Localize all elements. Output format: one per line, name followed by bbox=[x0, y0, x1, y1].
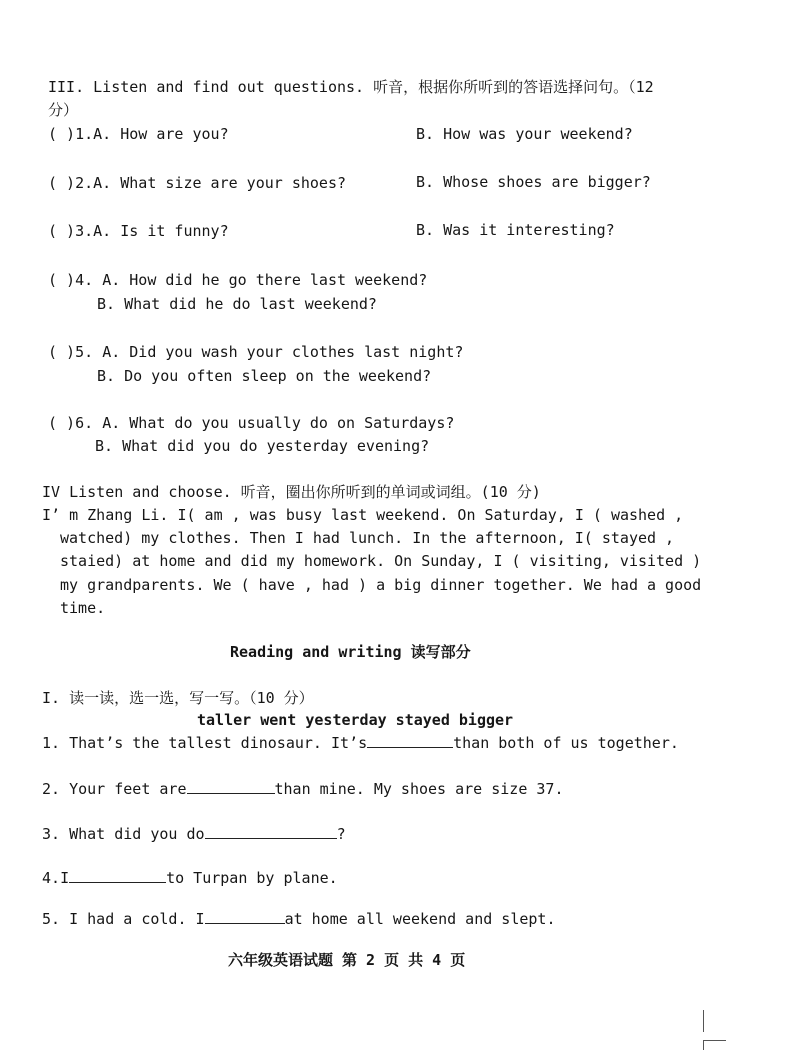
answer-blank[interactable] bbox=[187, 779, 275, 794]
sentence-end: than both of us together. bbox=[453, 734, 679, 752]
section3-heading-line1: III. Listen and find out questions. 听音，根据你所听到的答语选择问句。（12 bbox=[48, 78, 654, 96]
sentence-end: than mine. My shoes are size 37. bbox=[274, 780, 564, 798]
item-number: 1. bbox=[75, 125, 94, 143]
q3-item-5 bbox=[48, 342, 463, 362]
reading1-heading: I. 读一读，选一选，写一写。（10 分） bbox=[42, 689, 314, 707]
item-number: 4. bbox=[42, 869, 61, 887]
item-number: 5. bbox=[42, 910, 61, 928]
section4-heading: IV Listen and choose. 听音，圈出你所听到的单词或词组。(10 分) bbox=[42, 483, 541, 501]
option-a: A. What size are your shoes? bbox=[93, 174, 347, 192]
answer-bracket[interactable]: ( ) bbox=[48, 125, 76, 143]
section3-heading bbox=[48, 77, 654, 97]
section4-passage-line: I’ m Zhang Li. I( am , was busy last weekend. On Saturday, I ( washed , bbox=[42, 506, 684, 524]
fill-item-3 bbox=[42, 824, 346, 844]
item-number: 1. bbox=[42, 734, 61, 752]
part-title: Reading and writing 读写部分 bbox=[230, 643, 471, 661]
answer-bracket[interactable]: ( ) bbox=[48, 414, 76, 432]
item-number: 5. bbox=[75, 343, 94, 361]
sentence-end: ? bbox=[336, 825, 346, 843]
item-number: 4. bbox=[75, 271, 94, 289]
sentence-start: That’s the tallest dinosaur. It’s bbox=[69, 734, 368, 752]
answer-bracket[interactable]: ( ) bbox=[48, 222, 76, 240]
sentence-start: Your feet are bbox=[69, 780, 187, 798]
answer-blank[interactable] bbox=[205, 909, 285, 924]
section3-heading-cont: 分） bbox=[48, 101, 79, 119]
scan-edge-mark bbox=[703, 1010, 704, 1032]
q3-item-3 bbox=[48, 221, 229, 241]
option-a: A. How are you? bbox=[93, 125, 229, 143]
item-number: 6. bbox=[75, 414, 94, 432]
q3-item-4 bbox=[48, 270, 427, 290]
fill-item-1 bbox=[42, 733, 679, 753]
answer-bracket[interactable]: ( ) bbox=[48, 271, 76, 289]
q3-item-5-option-b: B. Do you often sleep on the weekend? bbox=[97, 367, 432, 385]
q3-item-6-option-b: B. What did you do yesterday evening? bbox=[95, 437, 430, 455]
page-footer: 六年级英语试题 第 2 页 共 4 页 bbox=[228, 951, 466, 969]
item-number: 3. bbox=[42, 825, 61, 843]
option-a: A. Is it funny? bbox=[93, 222, 229, 240]
fill-item-2 bbox=[42, 779, 563, 799]
option-a: A. How did he go there last weekend? bbox=[102, 271, 428, 289]
item-number: 3. bbox=[75, 222, 94, 240]
scan-edge-mark bbox=[704, 1040, 726, 1041]
option-a: A. What do you usually do on Saturdays? bbox=[102, 414, 455, 432]
item-number: 2. bbox=[42, 780, 61, 798]
answer-bracket[interactable]: ( ) bbox=[48, 174, 76, 192]
fill-item-4 bbox=[42, 868, 338, 888]
section4-passage-line: my grandparents. We ( have , had ) a big dinner together. We had a good bbox=[60, 576, 702, 594]
item-number: 2. bbox=[75, 174, 94, 192]
fill-item-5 bbox=[42, 909, 556, 929]
section4-passage-line: staied) at home and did my homework. On Sunday, I ( visiting, visited ) bbox=[60, 552, 702, 570]
option-a: A. Did you wash your clothes last night? bbox=[102, 343, 464, 361]
q3-item-4-option-b: B. What did he do last weekend? bbox=[97, 295, 377, 313]
q3-item-3-option-b: B. Was it interesting? bbox=[416, 221, 615, 239]
q3-item-6 bbox=[48, 413, 454, 433]
q3-item-2 bbox=[48, 173, 346, 193]
answer-blank[interactable] bbox=[367, 733, 453, 748]
q3-item-1 bbox=[48, 124, 229, 144]
sentence-end: at home all weekend and slept. bbox=[284, 910, 556, 928]
answer-blank[interactable] bbox=[69, 868, 166, 883]
answer-bracket[interactable]: ( ) bbox=[48, 343, 76, 361]
section4-passage-line: watched) my clothes. Then I had lunch. In the afternoon, I( stayed , bbox=[60, 529, 675, 547]
q3-item-1-option-b: B. How was your weekend? bbox=[416, 125, 633, 143]
sentence-end: to Turpan by plane. bbox=[166, 869, 338, 887]
answer-blank[interactable] bbox=[205, 824, 337, 839]
section4-passage-line: time. bbox=[60, 599, 106, 617]
scan-edge-mark bbox=[703, 1040, 704, 1050]
word-bank: taller went yesterday stayed bigger bbox=[197, 711, 514, 729]
sentence-start: I bbox=[60, 869, 70, 887]
q3-item-2-option-b: B. Whose shoes are bigger? bbox=[416, 173, 651, 191]
sentence-start: What did you do bbox=[69, 825, 205, 843]
sentence-start: I had a cold. I bbox=[69, 910, 205, 928]
